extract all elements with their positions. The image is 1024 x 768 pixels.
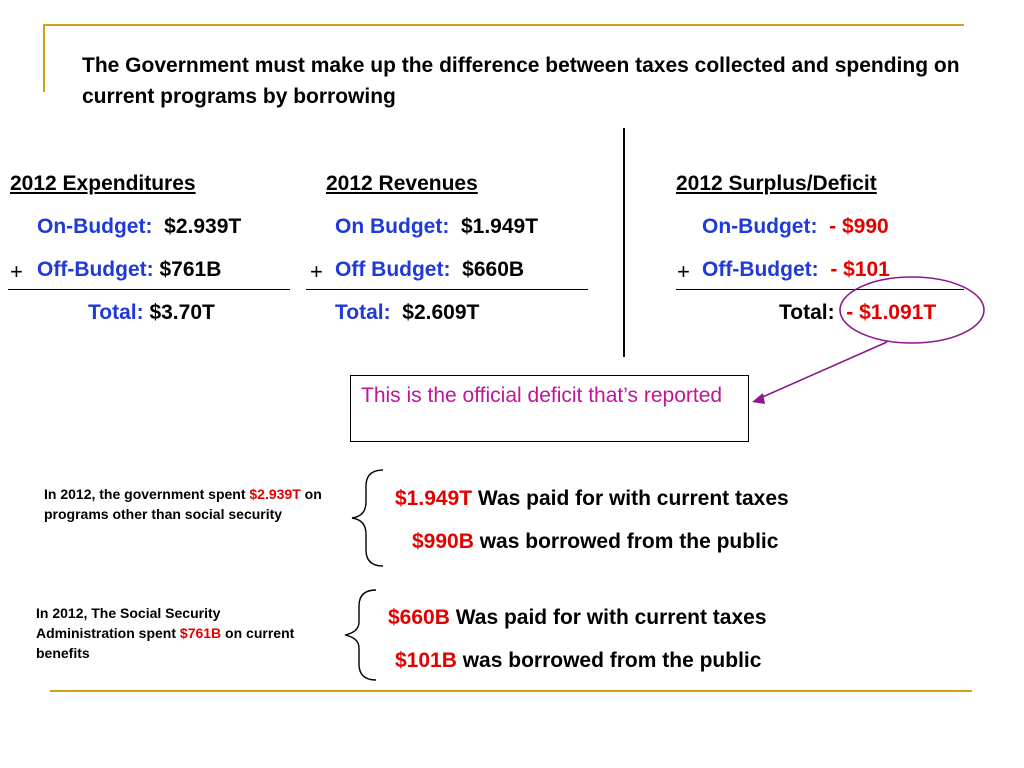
deficit-off-label: Off-Budget: bbox=[702, 258, 819, 281]
group1-line1-text: Was paid for with current taxes bbox=[472, 487, 789, 510]
slide-title: The Government must make up the difference between taxes collected and spending on current programs by borrowing bbox=[82, 54, 960, 108]
note1-post: on programs other than social security bbox=[44, 486, 322, 522]
note2-amount: $761B bbox=[179, 625, 222, 641]
expenditures-on-value: $2.939T bbox=[164, 215, 242, 238]
deficit-total-label: Total: bbox=[779, 301, 835, 324]
revenues-on-label: On Budget: bbox=[335, 215, 450, 238]
group1-line2-text: was borrowed from the public bbox=[473, 530, 779, 553]
deficit-total-value: - $1.091T bbox=[846, 301, 937, 324]
revenues-off-value: $660B bbox=[462, 258, 525, 281]
revenues-total-label: Total: bbox=[335, 301, 391, 324]
revenues-total-value: $2.609T bbox=[402, 301, 480, 324]
group2-line1-amount: $660B bbox=[388, 606, 450, 629]
deficit-on-label: On-Budget: bbox=[702, 215, 818, 238]
revenues-off-label: Off Budget: bbox=[335, 258, 451, 281]
group1-line1-amount: $1.949T bbox=[395, 487, 473, 510]
expenditures-plus-sign: + bbox=[10, 259, 23, 284]
expenditures-off-label: Off-Budget: bbox=[37, 258, 154, 281]
note1-pre: In 2012, the government spent bbox=[44, 486, 250, 502]
total-highlight-ellipse bbox=[840, 277, 984, 343]
group2-line2-amount: $101B bbox=[395, 649, 457, 672]
group1-line1 bbox=[395, 487, 789, 511]
deficit-heading: 2012 Surplus/Deficit bbox=[676, 172, 877, 195]
callout-arrow-head bbox=[752, 393, 765, 404]
revenues-plus-sign: + bbox=[310, 259, 323, 284]
deficit-on-value: - $990 bbox=[829, 215, 889, 238]
deficit-plus-sign: + bbox=[677, 259, 690, 284]
note-social-security bbox=[36, 603, 306, 663]
expenditures-heading: 2012 Expenditures bbox=[10, 172, 196, 195]
note-government-spending bbox=[44, 484, 324, 524]
group1-line2-amount: $990B bbox=[412, 530, 474, 553]
expenditures-off-value: $761B bbox=[159, 258, 222, 281]
note1-amount: $2.939T bbox=[249, 486, 301, 502]
expenditures-total-label: Total: bbox=[88, 301, 144, 324]
brace-group-2 bbox=[345, 590, 376, 680]
expenditures-total-value: $3.70T bbox=[149, 301, 215, 324]
note2-pre: In 2012, The Social Security Administration spent bbox=[36, 605, 221, 641]
revenues-heading: 2012 Revenues bbox=[326, 172, 478, 195]
group2-line2-text: was borrowed from the public bbox=[456, 649, 762, 672]
revenues-on-value: $1.949T bbox=[460, 215, 539, 238]
expenditures-on-label: On-Budget: bbox=[37, 215, 153, 238]
group2-line1-text: Was paid for with current taxes bbox=[449, 606, 767, 629]
brace-group-1 bbox=[352, 470, 383, 566]
group1-line2 bbox=[412, 530, 778, 554]
group2-line2 bbox=[395, 649, 761, 673]
official-deficit-callout: This is the official deficit that’s reported bbox=[350, 375, 749, 442]
group2-line1 bbox=[388, 606, 767, 630]
deficit-off-value: - $101 bbox=[830, 258, 890, 281]
callout-arrow-line bbox=[758, 342, 887, 399]
note2-post: on current benefits bbox=[36, 625, 295, 661]
